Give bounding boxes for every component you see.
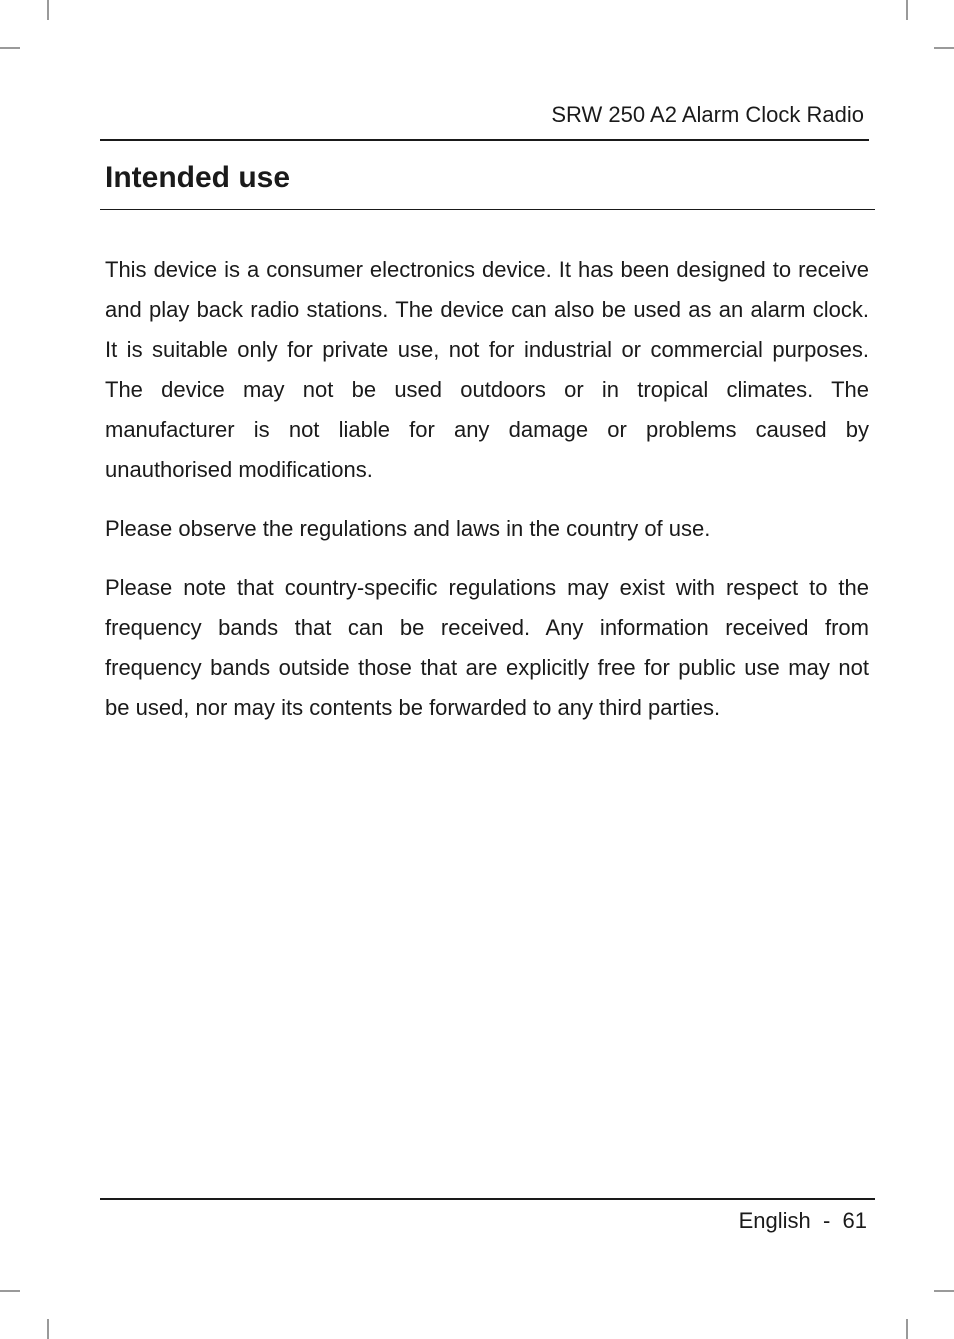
crop-mark [47, 1319, 49, 1339]
paragraph: Please observe the regulations and laws in the country of use. [105, 516, 711, 541]
page-number: English - 61 [738, 1208, 867, 1233]
header-rule [100, 139, 869, 141]
crop-mark [934, 47, 954, 49]
crop-mark [934, 1290, 954, 1292]
crop-mark [47, 0, 49, 20]
paragraph: This device is a consumer electronics device. It has been designed to receive and play back radio stations. The device can also be used as an alarm clock. It is suitable only for private use, not for industrial or commercial purposes. The device may not be used outdoors or in tropical climates. The manufacturer is not liable for any damage or problems caused by unauthorised modifications. [105, 257, 869, 482]
section-title: Intended use [105, 161, 291, 194]
running-header: SRW 250 A2 Alarm Clock Radio [551, 102, 864, 127]
crop-mark [906, 0, 908, 20]
crop-mark [0, 1290, 20, 1292]
footer-rule [100, 1198, 875, 1200]
crop-mark [0, 47, 20, 49]
paragraph: Please note that country-specific regulations may exist with respect to the frequency bands that can be received. Any information received from frequency bands outside those that are explicitly free for public use may not be used, nor may its contents be forwarded to any third parties. [105, 575, 869, 720]
crop-mark [906, 1319, 908, 1339]
title-rule [100, 209, 875, 210]
body-text [105, 250, 869, 747]
